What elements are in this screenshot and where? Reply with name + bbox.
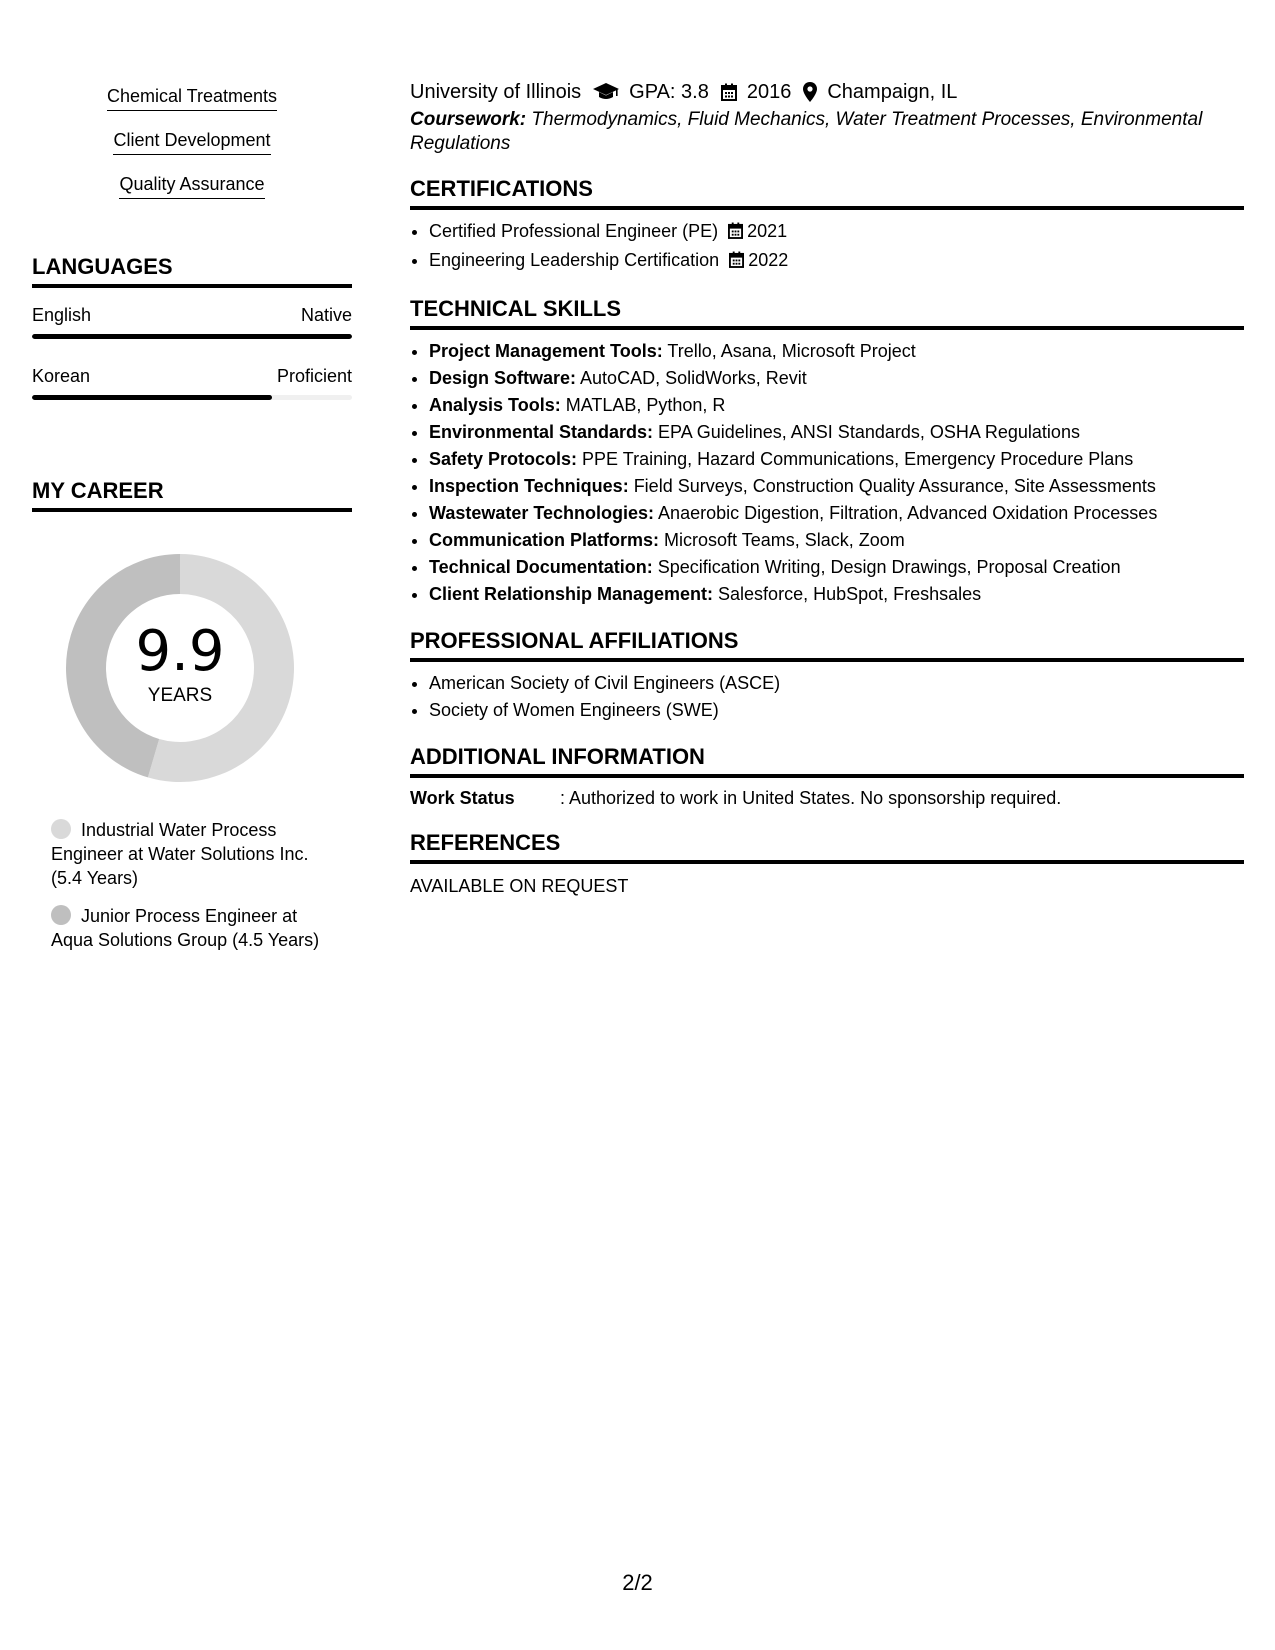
- technical-skill-item: [429, 473, 1244, 500]
- skill-category: Safety Protocols:: [429, 449, 578, 469]
- language-level: Native: [300, 305, 352, 325]
- language-entry: [32, 304, 352, 339]
- technical-skill-item: [429, 365, 1244, 392]
- affiliations-list: [410, 670, 1244, 724]
- main-content: [410, 78, 1244, 898]
- language-proficiency-fill: [32, 395, 272, 400]
- career-legend-item: [51, 818, 321, 890]
- languages-heading: LANGUAGES: [32, 254, 352, 288]
- language-proficiency-fill: [32, 334, 352, 339]
- skill-category: Environmental Standards:: [429, 422, 654, 442]
- career-donut-chart: [66, 554, 294, 782]
- technical-skill-item: [429, 446, 1244, 473]
- skill-category: Technical Documentation:: [429, 557, 653, 577]
- technical-skill-item: [429, 338, 1244, 365]
- education-location: Champaign, IL: [827, 81, 958, 103]
- career-total: [66, 554, 294, 782]
- certification-name: Engineering Leadership Certification: [429, 250, 720, 270]
- career-heading: MY CAREER: [32, 478, 352, 512]
- map-pin-icon: [803, 82, 817, 102]
- education-year: 2016: [746, 81, 792, 103]
- certification-year: 2021: [747, 221, 788, 241]
- work-status-value: : Authorized to work in United States. No sponsorship required.: [560, 788, 1062, 808]
- technical-skill-item: [429, 392, 1244, 419]
- language-level: Proficient: [276, 366, 352, 386]
- language-name: Korean: [32, 366, 91, 386]
- skill-values: MATLAB, Python, R: [560, 395, 726, 415]
- certification-item: [429, 218, 1244, 247]
- page-number: 2/2: [622, 1570, 653, 1595]
- language-proficiency-bar: [32, 395, 352, 400]
- skill-values: Salesforce, HubSpot, Freshsales: [713, 584, 982, 604]
- skill-values: Field Surveys, Construction Quality Assurance, Site Assessments: [628, 476, 1156, 496]
- skill-tag: Chemical Treatments: [107, 84, 277, 111]
- certifications-list: [410, 218, 1244, 276]
- legend-dot-icon: [51, 905, 71, 925]
- skill-values: Specification Writing, Design Drawings, Proposal Creation: [652, 557, 1121, 577]
- references-heading: REFERENCES: [410, 830, 1244, 864]
- affiliations-heading: PROFESSIONAL AFFILIATIONS: [410, 628, 1244, 662]
- skill-category: Communication Platforms:: [429, 530, 660, 550]
- career-total-years: 9.9: [135, 619, 225, 684]
- career-total-unit: YEARS: [147, 685, 213, 706]
- education-coursework: [410, 108, 1244, 156]
- technical-skill-item: [429, 527, 1244, 554]
- calendar-icon: [721, 83, 737, 101]
- calendar-icon: [729, 249, 744, 276]
- affiliation-item: • Society of Women Engineers (SWE): [429, 697, 1244, 724]
- skill-values: EPA Guidelines, ANSI Standards, OSHA Regulations: [653, 422, 1080, 442]
- career-legend: [51, 818, 321, 952]
- certification-year: 2022: [748, 250, 789, 270]
- graduation-cap-icon: [593, 83, 619, 101]
- coursework-list: Thermodynamics, Fluid Mechanics, Water Treatment Processes, Environmental Regulations: [410, 109, 1203, 154]
- skill-category: Analysis Tools:: [429, 395, 561, 415]
- additional-info-heading: ADDITIONAL INFORMATION: [410, 744, 1244, 778]
- skill-category: Wastewater Technologies:: [429, 503, 655, 523]
- sidebar: [32, 84, 352, 966]
- skill-category: Design Software:: [429, 368, 577, 388]
- skill-values: PPE Training, Hazard Communications, Emergency Procedure Plans: [577, 449, 1134, 469]
- skill-category: Client Relationship Management:: [429, 584, 714, 604]
- technical-skill-item: [429, 500, 1244, 527]
- skill-values: AutoCAD, SolidWorks, Revit: [576, 368, 807, 388]
- technical-skill-item: [429, 581, 1244, 608]
- skill-category: Project Management Tools:: [429, 341, 663, 361]
- skill-category: Inspection Techniques:: [429, 476, 629, 496]
- affiliation-item: • American Society of Civil Engineers (ASCE): [429, 670, 1244, 697]
- education-school: University of Illinois: [410, 81, 582, 103]
- career-legend-item: [51, 904, 321, 952]
- technical-skills-list: [410, 338, 1244, 608]
- language-proficiency-bar: [32, 334, 352, 339]
- skill-values: Anaerobic Digestion, Filtration, Advanced Oxidation Processes: [654, 503, 1158, 523]
- technical-skill-item: [429, 419, 1244, 446]
- work-status-row: [410, 786, 1244, 810]
- certification-item: [429, 247, 1244, 276]
- career-position: Junior Process Engineer at Aqua Solutions Group (4.5 Years): [51, 906, 320, 950]
- career-position: Industrial Water Process Engineer at Water Solutions Inc. (5.4 Years): [51, 820, 309, 888]
- legend-dot-icon: [51, 819, 71, 839]
- language-name: English: [32, 305, 92, 325]
- certification-name: Certified Professional Engineer (PE): [429, 221, 719, 241]
- education-gpa: GPA: 3.8: [629, 81, 709, 103]
- certifications-heading: CERTIFICATIONS: [410, 176, 1244, 210]
- skill-values: Trello, Asana, Microsoft Project: [662, 341, 916, 361]
- skill-tag: Client Development: [113, 128, 270, 155]
- technical-skill-item: [429, 554, 1244, 581]
- language-entry: [32, 365, 352, 400]
- skill-tags: [32, 84, 352, 216]
- coursework-label: Coursework:: [410, 109, 527, 130]
- skill-values: Microsoft Teams, Slack, Zoom: [659, 530, 905, 550]
- references-text: AVAILABLE ON REQUEST: [410, 876, 629, 896]
- calendar-icon: [728, 220, 743, 247]
- education-entry: [410, 78, 1244, 106]
- skill-tag: Quality Assurance: [119, 172, 264, 199]
- work-status-label: Work Status: [410, 788, 515, 808]
- technical-skills-heading: TECHNICAL SKILLS: [410, 296, 1244, 330]
